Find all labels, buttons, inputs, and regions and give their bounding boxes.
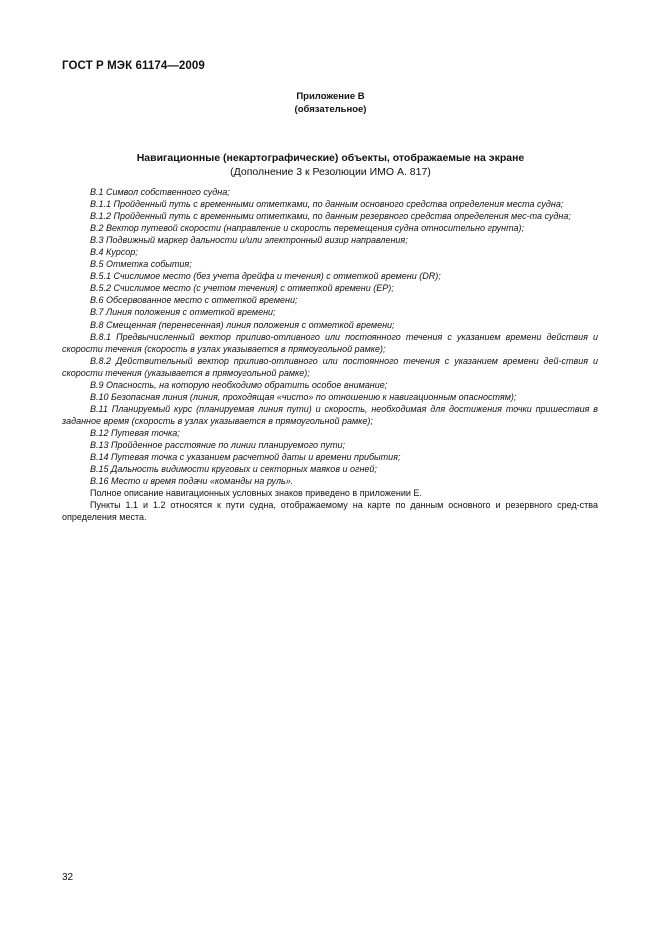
list-item: В.1.1 Пройденный путь с временными отметками, по данным основного средства определения места судна; bbox=[90, 199, 564, 210]
list-item: В.1.2 Пройденный путь с временными отметками, по данным резервного средства определения мес-та судна; bbox=[90, 211, 571, 222]
title-sub: (Дополнение 3 к Резолюции ИМО А. 817) bbox=[230, 165, 431, 178]
appendix-label: Приложение В bbox=[296, 91, 365, 102]
list-item: В.8.2 Действительный вектор приливо-отливного или постоянного течения с указанием времени дей-ствия и скорости течения (указывается в прямоугольной рамке); bbox=[62, 355, 598, 378]
list-item: В.6 Обсервованное место с отметкой времени; bbox=[90, 295, 298, 306]
list-item: В.10 Безопасная линия (линия, проходящая «чисто» по отношению к навигационным опасностям); bbox=[90, 391, 517, 402]
section-title bbox=[0, 152, 661, 179]
list-item: В.8.1 Предвычисленный вектор приливо-отливного или постоянного течения с указанием времени действия и скорости течения (скорость в узлах указывается в прямоугольной рамке); bbox=[62, 331, 598, 354]
list-item: В.16 Место и время подачи «команды на руль». bbox=[90, 476, 294, 487]
list-item: В.3 Подвижный маркер дальности и/или электронный визир направления; bbox=[90, 235, 408, 246]
list-item: В.5.2 Счислимое место (с учетом течения) с отметкой времени (ЕР); bbox=[90, 283, 394, 294]
list-item: В.2 Вектор путевой скорости (направление и скорость перемещения судна относительно грунта); bbox=[90, 223, 525, 234]
appendix-status: (обязательное) bbox=[294, 103, 367, 115]
note-paragraph: Пункты 1.1 и 1.2 относятся к пути судна, отображаемому на карте по данным основного и резервного сред-ства определения места. bbox=[62, 500, 598, 523]
list-item: В.1 Символ собственного судна; bbox=[90, 187, 230, 197]
list-item: В.4 Курсор; bbox=[90, 247, 138, 258]
list-item: В.9 Опасность, на которую необходимо обратить особое внимание; bbox=[90, 379, 388, 390]
list-item: В.15 Дальность видимости круговых и секторных маяков и огней; bbox=[90, 464, 377, 475]
list-item: В.8 Смещенная (перенесенная) линия положения с отметкой времени; bbox=[90, 319, 395, 330]
list-item: В.11 Планируемый курс (планируемая линия пути) и скорость, необходимая для достижения точки пришествия в заданное время (скорость в узлах указывается в прямоугольной рамке); bbox=[62, 403, 598, 426]
list-item: В.12 Путевая точка; bbox=[90, 427, 180, 438]
list-item: В.5 Отметка события; bbox=[90, 259, 192, 270]
page-number: 32 bbox=[62, 872, 74, 883]
list-item: В.14 Путевая точка с указанием расчетной даты и времени прибытия; bbox=[90, 452, 401, 463]
title-main: Навигационные (некартографические) объекты, отображаемые на экране bbox=[136, 152, 525, 164]
list-item: В.13 Пройденное расстояние по линии планируемого пути; bbox=[90, 439, 346, 450]
item-list bbox=[62, 186, 598, 523]
standard-header: ГОСТ Р МЭК 61174—2009 bbox=[62, 60, 205, 72]
appendix-heading bbox=[0, 91, 661, 116]
note-paragraph: Полное описание навигационных условных знаков приведено в приложении Е. bbox=[90, 488, 422, 499]
list-item: В.7 Линия положения с отметкой времени; bbox=[90, 307, 276, 318]
list-item: В.5.1 Счислимое место (без учета дрейфа и течения) с отметкой времени (DR); bbox=[90, 271, 441, 282]
